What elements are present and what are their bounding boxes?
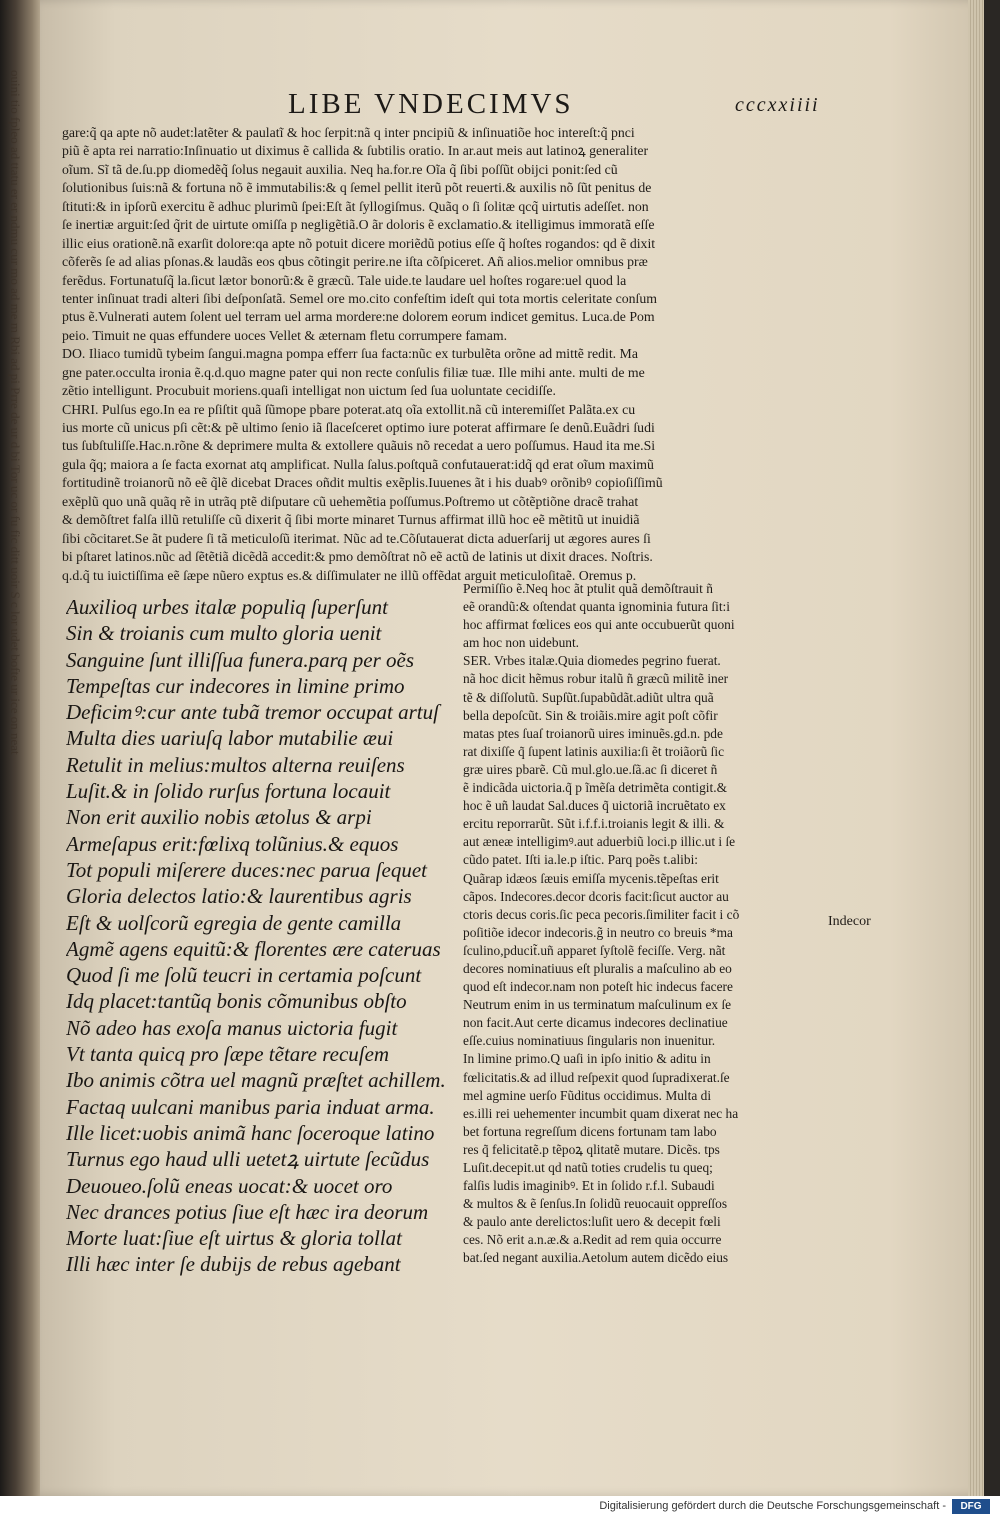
commentary-line: rat dixiſſe q̃ ſupent latinis auxilia:ſi ẽt troiãorũ ſic xyxy=(463,743,725,759)
spine-fragment: d xyxy=(8,441,23,452)
verse-line: Nõ adeo has exoſa manus uictoria fugit xyxy=(66,1015,398,1040)
commentary-line: tus ſubſtuliſſe.Hac.n.rõne & deprimere multa & extollere quãuis nõ recedat a uero poſſumus. Haud ita me.Si xyxy=(62,438,656,454)
spine-fragment: ice xyxy=(8,698,23,717)
commentary-line: SER. Vrbes italæ.Quia diomedes pegrino fuerat. xyxy=(463,653,721,669)
verse-line: Vt tanta quicq pro ſæpe tẽtare recuſem xyxy=(66,1042,390,1067)
commentary-line: ſtituti:& in ipſorũ exercitu ẽ adhuc plurimũ ſpei:Eſt ãt ſyllogiſmus. Quãq o ſi ſolitæ qcq̃ uirtutis adeſſet. non xyxy=(62,198,649,214)
verse-line: Tot populi miſerere duces:nec parua ſequet xyxy=(66,857,428,882)
commentary-line: non facit.Aut certe dicamus indecores declinatiue xyxy=(463,1015,728,1031)
commentary-line: gne pater.occulta ironia ẽ.q.d.quo magne pater qui non recte conſulis filiæ tuæ. Ille mihi ante. multi de me xyxy=(62,364,645,380)
spine-fragment: ditt xyxy=(8,546,23,568)
verse-line: Nec drances potius ſiue eſt hæc ira deorum xyxy=(66,1199,429,1224)
commentary-line: tẽ & diſſolutũ. Supſũt.ſupabũdãt.adiũt ultra quã xyxy=(463,689,714,705)
commentary-line: eẽ orandũ:& oſtendat quanta ignominia futura ſit:i xyxy=(463,599,730,615)
commentary-line: ercitu reporrarũt. Sũt i.f.f.i.troianis legit & illi. & xyxy=(463,816,725,832)
spine-fragment: udet xyxy=(8,628,23,655)
commentary-line: ẽ indicãda uictoria.q̃ p ĩmẽſa detrimẽta contigit.& xyxy=(463,780,728,796)
spine-fragment: tio xyxy=(8,99,23,117)
verse-line: Non erit auxilio nobis ætolus & arpi xyxy=(66,805,372,830)
commentary-right-block xyxy=(463,580,819,1268)
commentary-line: ſibi cõcitaret.Se ãt pudere ſi tã meticuloſũ iterimat. Nũc ad te.Cõſutauerat dicta aduerſarij ut ægores aures ſi xyxy=(62,530,651,546)
spine-fragment: ur xyxy=(8,684,23,699)
spine-fragment: bofte xyxy=(8,654,23,685)
commentary-top-block xyxy=(62,124,814,585)
commentary-line: hoc affirmat fœlices eos qui ante occubuerũt quoni xyxy=(463,617,735,633)
spine-text-fragments xyxy=(4,70,28,1390)
verse-line: Idq placet:tantũq bonis cõmunibus obſto xyxy=(66,989,407,1014)
commentary-line: eſſe.cuius nominatiuus ſingularis non inuenitur. xyxy=(463,1033,716,1049)
spine-fragment: ur xyxy=(8,427,23,442)
verse-line: Illi hæc inter ſe dubijs de rebus agebant xyxy=(66,1252,401,1277)
verse-line: Quod ſi me ſolũ teucri in certamia poſcunt xyxy=(66,963,422,988)
commentary-line: cõferẽs ſe ad alias pſonas.& laudãs eos qbus cõtingit perire.ne iſta cõſpiceret. Añ alios.melior omnibus præ xyxy=(62,254,648,270)
spine-fragment: bi xyxy=(8,451,23,465)
commentary-line: decores nominatiuus eſt pluralis a maſculino ab eo xyxy=(463,960,732,976)
spine-fragment: ouini xyxy=(8,70,23,100)
verse-line: Ille licet:uobis animã hanc ſoceroque latino xyxy=(66,1120,435,1145)
running-head-title: LIBE VNDECIMVS xyxy=(288,88,574,120)
verse-line: Retulit in melius:multos alterna reuiſens xyxy=(66,752,405,777)
spine-fragment: or xyxy=(8,501,23,516)
digitization-footer xyxy=(0,1496,1000,1518)
spine-fragment: uoir xyxy=(8,567,23,592)
verse-line: Ibo animis cõtra uel magnũ præſtet achillem. xyxy=(66,1068,446,1093)
commentary-line: & demõſtret falſa illũ retuliſſe cũ dixerit q̃ ſibi morte minaret Turnus affirmat illũ hoc eẽ mẽtitũ ut inuidiã xyxy=(62,512,640,528)
spine-fragment: pi xyxy=(8,373,23,388)
page-edge xyxy=(968,0,984,1496)
commentary-line: quod eſt indecor.nam non poteſt hic indecus facere xyxy=(463,979,733,995)
commentary-line: fœlicitatis.& ad illud reſpexit quod ſupradixerat.ſe xyxy=(463,1069,730,1085)
spine-fragment: fu xyxy=(8,515,23,530)
spine-fragment: mo xyxy=(8,268,23,289)
commentary-line: res q̃ felicitatẽ.p tẽpoꝝ qlitatẽ mutare. Dicẽs. tps xyxy=(463,1141,720,1157)
verse-block xyxy=(66,594,466,1278)
verse-line: Luſit.& in ſolido rurſus fortuna locauit xyxy=(66,779,391,804)
book-spine xyxy=(0,0,40,1500)
commentary-line: poſitiõe idecor indecoris.g̃ in neutro co breuis *ma xyxy=(463,924,733,940)
spine-fragment: S c xyxy=(8,591,23,611)
spine-fragment: Prre xyxy=(8,387,23,413)
verse-line: Tempeſtas cur indecores in limine primo xyxy=(66,673,405,698)
commentary-line: am hoc non uidebunt. xyxy=(463,635,580,651)
commentary-line: ſe inertiæ arguit:ſed q̃rit de uirtute omiſſa p negligẽtiã.O ãr doloris ẽ exclamatio.& itelligimus immoratã eſſe xyxy=(62,217,655,233)
verse-line: Gloria delectos latio:& laurentibus agris xyxy=(66,884,412,909)
spine-fragment: Rbi xyxy=(8,336,23,359)
spine-fragment: fpleo xyxy=(8,116,23,147)
marginal-note: Indecor xyxy=(828,914,871,929)
commentary-line: fortitudinẽ troianorũ nõ eẽ q̃lẽ dicebat Draces oñdit multis exẽplis.Iuuenes ãt i his duabꝰ orõnibꝰ copioſiſſimũ xyxy=(62,475,663,491)
commentary-line: cũdo patet. Iſti ia.le.p iſtic. Parq poẽs t.alibi: xyxy=(463,852,699,868)
commentary-line: tenter inſinuat tradi alteri ſibi deſponſatã. Semel ore mo.cito confeſtim ideſt qui tota mortis celeritate conſum xyxy=(62,290,658,306)
spine-fragment: uc xyxy=(8,485,23,502)
spine-fragment: ad xyxy=(8,288,23,304)
commentary-line: ſculino,pducit̃.uñ apparet ſyſtolẽ feciſſe. Verg. nãt xyxy=(463,942,726,958)
commentary-line: bi pſtaret latinos.nũc ad ſẽtẽtiã dicẽdã accedit:& pmo demõſtrat nõ eẽ actũ de latinis ut dixit draces. Noſtris. xyxy=(62,549,653,565)
commentary-line: ctoris decus coris.ſic peca pecoris.ſimiliter facit i cõ xyxy=(463,906,740,922)
commentary-line: peio. Timuit ne quas effundere uoces Vellet & æternam fletu corrumpere famam. xyxy=(62,327,508,343)
commentary-line: illic eius orationẽ.nã exarſit dolore:qa apte nõ potuit dicere moriẽdũ potius eſſe q̃ hoſtes rogandos: qd ẽ dixit xyxy=(62,235,656,251)
spine-fragment: cur xyxy=(8,248,23,269)
spine-fragment: on xyxy=(8,716,23,733)
commentary-line: es.illi rei uehementer incumbit quam dixerat nec ha xyxy=(463,1105,739,1121)
spine-fragment: er xyxy=(8,188,23,203)
commentary-line: ptus ẽ.Vulnerati autem ſolent uel terram uel arma mordere:ne dolorem eorum indicet gemitus. Luca.de Pom xyxy=(62,309,655,325)
spine-fragment: neat xyxy=(8,733,23,755)
commentary-line: exẽplũ quo unã quãq rẽ in utrãq ptẽ diſputare cũ uehemẽtia poſſumus.Poſtremo ut cõtẽptiõne dracẽ trahat xyxy=(62,493,639,509)
commentary-line: bella depoſcũt. Sin & troiãis.mire agit poſt cõfir xyxy=(463,707,718,723)
verse-line: Sin & troianis cum multo gloria uenit xyxy=(66,621,382,646)
commentary-line: Quãrap idæos ſæuis emiſſa mycenis.tẽpeſtas erit xyxy=(463,870,719,886)
spine-fragment: Tor xyxy=(8,464,23,486)
spine-fragment: ad xyxy=(8,358,23,374)
commentary-line: piũ ẽ apta rei narratio:Inſinuatio ut diximus ẽ callida & ſubtilis oratio. In ar.aut meis aut latinoꝝ generaliter xyxy=(62,143,649,159)
commentary-line: DO. Iliaco tumidũ tybeim ſangui.magna pompa efferr ſua facta:nũc ex turbulẽta orõne ad mittẽ redit. Ma xyxy=(62,346,638,362)
commentary-line: bat.ſed negant auxilia.Aetolum autem dicẽdo eius xyxy=(463,1250,729,1266)
verse-line: Armeſapus erit:fœlixq tolũnius.& equos xyxy=(66,831,399,856)
commentary-line: hoc ẽ uñ laudat Sal.duces q̃ uictoriã incruẽtato ex xyxy=(463,798,726,814)
commentary-line: zẽtio intelligunt. Procubuit moriens.quaſi intelligat non uictum ſed ſua uoluntate cecidiſſe. xyxy=(62,383,556,399)
spine-fragment: lor xyxy=(8,610,23,629)
commentary-line: gula q̃q; maiora a ſe facta exornat atq amplificat. Nulla ſalus.poſtquã confutauerat:idq̃ qd erat oĩum maximũ xyxy=(62,456,654,472)
verse-line: Multa dies uariuſq labor mutabilie æui xyxy=(66,726,394,751)
commentary-line: nã hoc dicit hẽmus robur italũ ñ græcũ militẽ iner xyxy=(463,671,729,687)
commentary-line: Luſit.decepit.ut qd natũ toties crudelis tu queq; xyxy=(463,1160,713,1175)
verse-line: Auxilioq urbes italæ populiq ſuperſunt xyxy=(66,595,388,619)
commentary-line: ius morte cũ unicus pſi cẽt:& pẽ ultimo ſenio iã ſlaceſceret optimo iure poterat affirmare ſe denũ.Euãdri ſudi xyxy=(62,420,655,435)
verse-line: Deuoueo.ſolũ eneas uocat:& uocet oro xyxy=(66,1173,393,1198)
commentary-line: CHRI. Pulſus ego.In ea re pſiſtit quã ſũmope pbare poterat.atq oĩa extollit.nã cũ interemiſſet Palãta.ex cu xyxy=(62,401,636,417)
commentary-line: & multos & ẽ ſenſus.In ſolidũ reuocauit oppreſſos xyxy=(463,1196,728,1212)
spine-fragment: er xyxy=(8,202,23,216)
commentary-line: gare:q̃ qa apte nõ audet:latẽter & paulatĩ & hoc ſerpit:nã q inter pncipiũ & inſinuatiõe hoc intereſt:q̃ pnci xyxy=(62,125,635,140)
verse-line: Sanguine ſunt illiſſua funera.parq per oẽs xyxy=(66,647,415,672)
commentary-line: mel agmine uerſo Fũditus occidimus. Multa di xyxy=(463,1087,712,1103)
spine-fragment: fic xyxy=(8,529,23,547)
commentary-line: oĩum. Sĩ tã de.ſu.pp diomedẽq̃ ſolus negauit auxilia. Neq ha.for.re Oĩa q̃ ſibi poſſũt obijci ponit:ſed cũ xyxy=(62,161,618,177)
commentary-line: & paulo ante derelictos:luſit uero & decepit fœli xyxy=(463,1214,721,1230)
verse-line: Morte luat:ſiue eſt uirtus & gloria tollat xyxy=(66,1226,402,1251)
commentary-line: cãpos. Indecores.decor dcoris facit:ſicut auctor au xyxy=(463,888,729,904)
commentary-line: aut æneæ intelligimꝰ.aut aduerbiũ loci.p illic.ut i ſe xyxy=(463,834,736,850)
spine-fragment: ttatu xyxy=(8,162,23,189)
commentary-line: græ uires pbarẽ. Cũ mul.glo.ue.ſã.ac ſi diceret ñ xyxy=(463,761,718,777)
folio-number: cccxxiiii xyxy=(735,94,820,116)
commentary-line: Neutrum enim in us terminatum maſculinum ex ſe xyxy=(463,997,732,1013)
commentary-line: falſis ludis imaginibꝰ. Et in ſolido r.f.l. Subaudi xyxy=(463,1178,715,1194)
commentary-line: matas ptes ſuaſ troianorũ uires iminuẽs.gd.n. pde xyxy=(463,725,723,741)
spine-fragment: ndmu xyxy=(8,215,23,249)
commentary-line: In limine primo.Q uaſi in ipſo initio & aditu in xyxy=(463,1051,711,1067)
commentary-line: Permiſſio ẽ.Neq hoc ãt ptulit quã demõſtrauit ñ xyxy=(463,581,713,596)
commentary-line: q.d.q̃ tu iuictiſſima eẽ ſæpe nũero exptus es.& diſſimulater ne illũ offẽdat arguit meticuloſitaẽ. Oremus p. xyxy=(62,567,637,583)
verse-line: Agmẽ agens equitũ:& florentes ære cateruas xyxy=(66,936,441,961)
commentary-line: ſolutionibus ſuis:nã & fortuna nõ ẽ immutabilis:& q ſemel pellit iterũ põt reuerti.& auxilis nõ ſũt penitus de xyxy=(62,180,652,196)
spine-fragment: me xyxy=(8,303,23,323)
verse-line: Deficimꝰ:cur ante tubã tremor occupat artuſ xyxy=(66,700,439,725)
commentary-line: ferẽdus. Fortunatuſq̃ la.ſicut lætor bonorũ:& ẽ græcũ. Tale uide.te laudare uel hoſtes rogare:uel quod la xyxy=(62,272,627,288)
spine-fragment: m xyxy=(8,322,23,337)
spine-fragment: de xyxy=(8,412,23,428)
dfg-logo: DFG xyxy=(952,1499,990,1514)
verse-line: Factaq uulcani manibus paria induat arma. xyxy=(66,1094,435,1119)
verse-line: Turnus ego haud ulli uetetꝝ uirtute ſecũdus xyxy=(66,1147,430,1172)
footer-credit-text: Digitalisierung gefördert durch die Deutsche Forschungsgemeinschaft - xyxy=(599,1500,946,1512)
verse-line: Eſt & uolſcorũ egregia de gente camilla xyxy=(66,910,402,935)
spine-fragment: ad xyxy=(8,146,23,163)
commentary-line: bet fortuna regreſſum dicens fortunam tam labo xyxy=(463,1123,717,1139)
commentary-line: ces. Nõ erit a.n.æ.& a.Redit ad rem quia occurre xyxy=(463,1232,722,1248)
